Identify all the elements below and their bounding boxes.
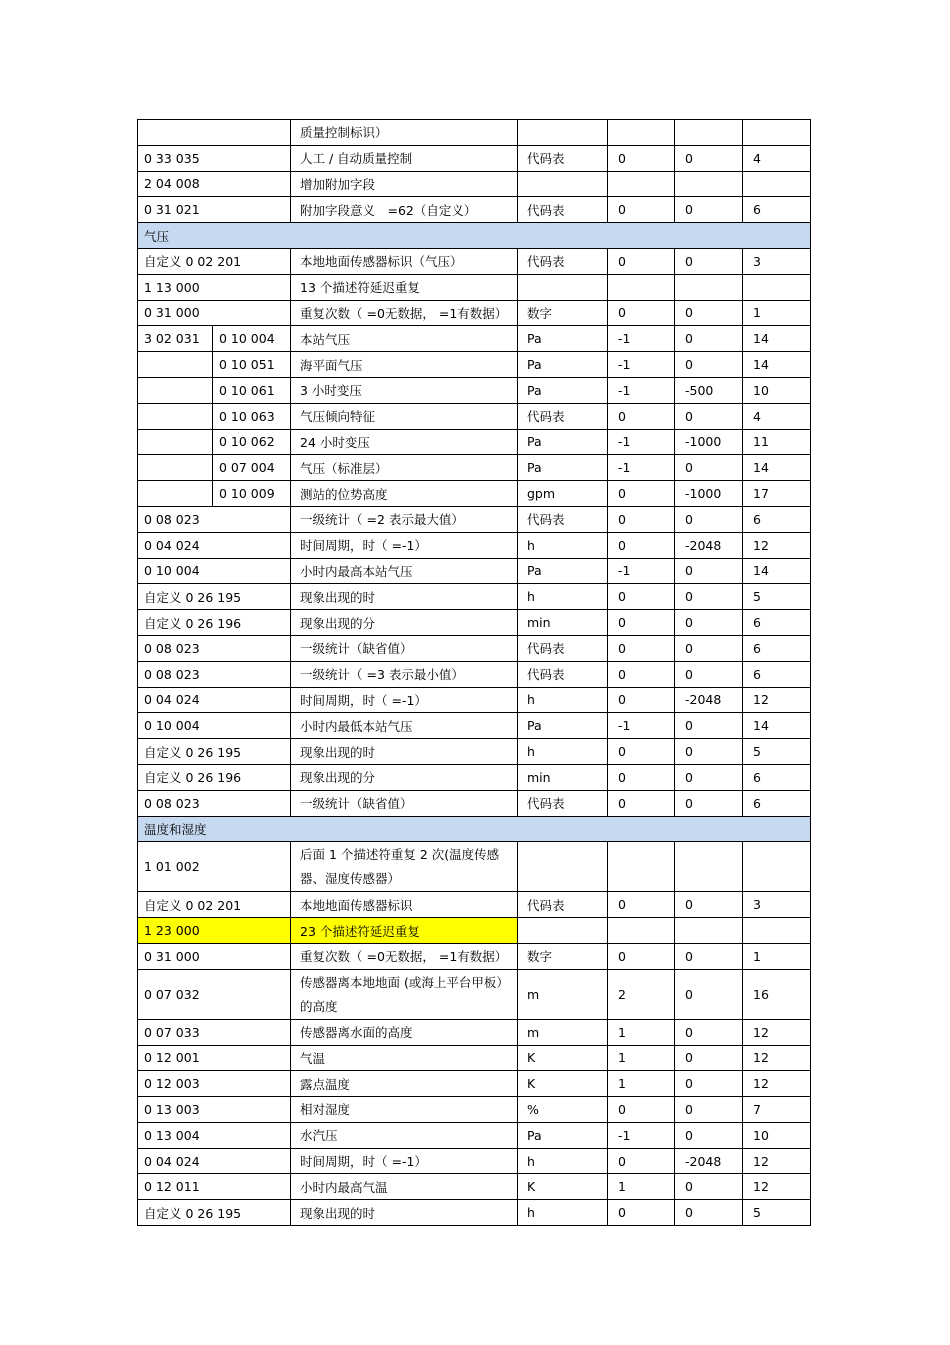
table-row: [138, 120, 811, 146]
width-cell: 12: [743, 1148, 811, 1174]
descriptor-table-body: [138, 120, 811, 1226]
section-row: [138, 816, 811, 842]
width-cell: 3: [743, 248, 811, 274]
width-cell: 16: [743, 969, 811, 1019]
description-cell: 气压（标准层）: [291, 455, 518, 481]
table-row: [138, 481, 811, 507]
description-cell: 小时内最低本站气压: [291, 713, 518, 739]
unit-cell: min: [518, 764, 608, 790]
scale-cell: 0: [608, 532, 675, 558]
unit-cell: 代码表: [518, 248, 608, 274]
group-code-cell: [138, 481, 213, 507]
description-cell: 人工 / 自动质量控制: [291, 145, 518, 171]
unit-cell: [518, 842, 608, 892]
unit-cell: h: [518, 584, 608, 610]
reference-cell: 0: [675, 1045, 743, 1071]
reference-cell: 0: [675, 300, 743, 326]
code-cell: 0 07 004: [213, 455, 291, 481]
unit-cell: 代码表: [518, 197, 608, 223]
width-cell: 5: [743, 1200, 811, 1226]
reference-cell: 0: [675, 506, 743, 532]
width-cell: 12: [743, 1045, 811, 1071]
width-cell: 14: [743, 326, 811, 352]
reference-cell: 0: [675, 635, 743, 661]
code-cell: 0 10 004: [213, 326, 291, 352]
reference-cell: 0: [675, 1122, 743, 1148]
group-code-cell: [138, 352, 213, 378]
reference-cell: 0: [675, 455, 743, 481]
description-cell: 海平面气压: [291, 352, 518, 378]
table-row: [138, 842, 811, 892]
code-cell: 0 12 011: [138, 1174, 291, 1200]
group-code-cell: [138, 377, 213, 403]
scale-cell: 0: [608, 610, 675, 636]
table-row: [138, 610, 811, 636]
description-cell: 一级统计（ =2 表示最大值）: [291, 506, 518, 532]
width-cell: 6: [743, 764, 811, 790]
reference-cell: [675, 274, 743, 300]
unit-cell: 代码表: [518, 892, 608, 918]
reference-cell: 0: [675, 352, 743, 378]
reference-cell: 0: [675, 739, 743, 765]
table-row: [138, 1097, 811, 1123]
table-row: [138, 403, 811, 429]
code-cell: 0 10 062: [213, 429, 291, 455]
code-cell: 自定义 0 26 195: [138, 739, 291, 765]
code-cell: 0 08 023: [138, 635, 291, 661]
width-cell: 6: [743, 661, 811, 687]
description-cell: 相对湿度: [291, 1097, 518, 1123]
reference-cell: 0: [675, 892, 743, 918]
reference-cell: [675, 171, 743, 197]
table-row: [138, 352, 811, 378]
scale-cell: 0: [608, 1148, 675, 1174]
table-row: [138, 558, 811, 584]
unit-cell: Pa: [518, 558, 608, 584]
unit-cell: Pa: [518, 1122, 608, 1148]
code-cell: 0 10 061: [213, 377, 291, 403]
width-cell: 14: [743, 558, 811, 584]
description-cell: 一级统计（缺省值）: [291, 790, 518, 816]
code-cell: 0 04 024: [138, 1148, 291, 1174]
table-row: [138, 377, 811, 403]
table-row: [138, 918, 811, 944]
width-cell: 12: [743, 532, 811, 558]
unit-cell: 代码表: [518, 661, 608, 687]
unit-cell: m: [518, 969, 608, 1019]
scale-cell: -1: [608, 429, 675, 455]
description-cell: 质量控制标识）: [291, 120, 518, 146]
table-row: [138, 429, 811, 455]
width-cell: 17: [743, 481, 811, 507]
unit-cell: [518, 918, 608, 944]
scale-cell: -1: [608, 377, 675, 403]
unit-cell: 数字: [518, 943, 608, 969]
description-cell: 13 个描述符延迟重复: [291, 274, 518, 300]
scale-cell: 0: [608, 635, 675, 661]
code-cell: 1 13 000: [138, 274, 291, 300]
code-cell: 自定义 0 26 196: [138, 610, 291, 636]
width-cell: [743, 918, 811, 944]
scale-cell: -1: [608, 713, 675, 739]
scale-cell: 0: [608, 661, 675, 687]
code-cell: 0 10 051: [213, 352, 291, 378]
table-row: [138, 764, 811, 790]
description-cell: 小时内最高气温: [291, 1174, 518, 1200]
scale-cell: 0: [608, 145, 675, 171]
reference-cell: 0: [675, 764, 743, 790]
description-cell: 一级统计（ =3 表示最小值）: [291, 661, 518, 687]
reference-cell: 0: [675, 1200, 743, 1226]
unit-cell: [518, 120, 608, 146]
width-cell: 12: [743, 1174, 811, 1200]
scale-cell: 0: [608, 248, 675, 274]
table-row: [138, 1174, 811, 1200]
table-row: [138, 1071, 811, 1097]
width-cell: [743, 120, 811, 146]
unit-cell: 数字: [518, 300, 608, 326]
section-title: 温度和湿度: [138, 816, 811, 842]
scale-cell: 0: [608, 197, 675, 223]
code-cell: 1 23 000: [138, 918, 291, 944]
table-row: [138, 532, 811, 558]
width-cell: 6: [743, 610, 811, 636]
description-cell: 本地地面传感器标识（气压）: [291, 248, 518, 274]
description-cell: 重复次数（ =0无数据， =1有数据）: [291, 300, 518, 326]
description-cell: 测站的位势高度: [291, 481, 518, 507]
code-cell: 自定义 0 26 195: [138, 584, 291, 610]
reference-cell: 0: [675, 610, 743, 636]
reference-cell: -2048: [675, 687, 743, 713]
table-row: [138, 687, 811, 713]
table-row: [138, 1019, 811, 1045]
code-cell: 自定义 0 26 195: [138, 1200, 291, 1226]
table-row: [138, 248, 811, 274]
code-cell: 0 33 035: [138, 145, 291, 171]
description-cell: 时间周期，时（ =-1）: [291, 687, 518, 713]
unit-cell: Pa: [518, 713, 608, 739]
reference-cell: -500: [675, 377, 743, 403]
code-cell: 0 07 033: [138, 1019, 291, 1045]
group-code-cell: [138, 429, 213, 455]
unit-cell: 代码表: [518, 790, 608, 816]
width-cell: 6: [743, 506, 811, 532]
unit-cell: [518, 274, 608, 300]
unit-cell: Pa: [518, 429, 608, 455]
description-cell: 23 个描述符延迟重复: [291, 918, 518, 944]
width-cell: 5: [743, 584, 811, 610]
width-cell: 10: [743, 377, 811, 403]
reference-cell: 0: [675, 1174, 743, 1200]
scale-cell: -1: [608, 455, 675, 481]
width-cell: 1: [743, 300, 811, 326]
width-cell: 11: [743, 429, 811, 455]
code-cell: 0 31 021: [138, 197, 291, 223]
description-cell: 时间周期，时（ =-1）: [291, 532, 518, 558]
scale-cell: 1: [608, 1071, 675, 1097]
table-row: [138, 1148, 811, 1174]
scale-cell: 0: [608, 739, 675, 765]
table-row: [138, 584, 811, 610]
width-cell: 1: [743, 943, 811, 969]
description-cell: 一级统计（缺省值）: [291, 635, 518, 661]
group-code-cell: [138, 455, 213, 481]
width-cell: 5: [743, 739, 811, 765]
scale-cell: 1: [608, 1019, 675, 1045]
reference-cell: [675, 842, 743, 892]
reference-cell: 0: [675, 1019, 743, 1045]
reference-cell: -1000: [675, 481, 743, 507]
code-cell: 自定义 0 02 201: [138, 892, 291, 918]
scale-cell: [608, 918, 675, 944]
reference-cell: 0: [675, 1097, 743, 1123]
scale-cell: 0: [608, 943, 675, 969]
description-cell: 3 小时变压: [291, 377, 518, 403]
reference-cell: 0: [675, 943, 743, 969]
unit-cell: h: [518, 687, 608, 713]
reference-cell: 0: [675, 248, 743, 274]
code-cell: 0 13 004: [138, 1122, 291, 1148]
scale-cell: 1: [608, 1174, 675, 1200]
reference-cell: -1000: [675, 429, 743, 455]
table-row: [138, 326, 811, 352]
table-row: [138, 300, 811, 326]
table-row: [138, 943, 811, 969]
unit-cell: 代码表: [518, 635, 608, 661]
unit-cell: Pa: [518, 326, 608, 352]
table-row: [138, 145, 811, 171]
group-code-cell: 3 02 031: [138, 326, 213, 352]
description-cell: 现象出现的分: [291, 764, 518, 790]
reference-cell: [675, 918, 743, 944]
reference-cell: [675, 120, 743, 146]
scale-cell: -1: [608, 352, 675, 378]
code-cell: 2 04 008: [138, 171, 291, 197]
scale-cell: 0: [608, 481, 675, 507]
reference-cell: 0: [675, 403, 743, 429]
scale-cell: 0: [608, 790, 675, 816]
scale-cell: 0: [608, 764, 675, 790]
reference-cell: 0: [675, 790, 743, 816]
code-cell: 0 10 063: [213, 403, 291, 429]
code-cell: 0 08 023: [138, 506, 291, 532]
table-row: [138, 171, 811, 197]
width-cell: 6: [743, 790, 811, 816]
table-row: [138, 1200, 811, 1226]
width-cell: 6: [743, 635, 811, 661]
description-cell: 现象出现的时: [291, 1200, 518, 1226]
scale-cell: 0: [608, 584, 675, 610]
width-cell: 4: [743, 403, 811, 429]
unit-cell: h: [518, 739, 608, 765]
width-cell: 14: [743, 455, 811, 481]
code-cell: 自定义 0 02 201: [138, 248, 291, 274]
table-row: [138, 506, 811, 532]
description-cell: 水汽压: [291, 1122, 518, 1148]
description-cell: 传感器离本地地面 (或海上平台甲板）的高度: [291, 969, 518, 1019]
unit-cell: K: [518, 1045, 608, 1071]
description-cell: 附加字段意义 =62（自定义）: [291, 197, 518, 223]
table-row: [138, 455, 811, 481]
unit-cell: K: [518, 1071, 608, 1097]
unit-cell: h: [518, 1200, 608, 1226]
table-row: [138, 635, 811, 661]
code-cell: 0 12 003: [138, 1071, 291, 1097]
table-row: [138, 1045, 811, 1071]
descriptor-table: [137, 119, 811, 1226]
scale-cell: 0: [608, 892, 675, 918]
unit-cell: 代码表: [518, 403, 608, 429]
width-cell: 14: [743, 352, 811, 378]
description-cell: 重复次数（ =0无数据， =1有数据）: [291, 943, 518, 969]
width-cell: 7: [743, 1097, 811, 1123]
unit-cell: gpm: [518, 481, 608, 507]
reference-cell: 0: [675, 145, 743, 171]
description-cell: 24 小时变压: [291, 429, 518, 455]
description-cell: 气温: [291, 1045, 518, 1071]
table-row: [138, 790, 811, 816]
width-cell: 12: [743, 687, 811, 713]
code-cell: 0 10 004: [138, 558, 291, 584]
scale-cell: -1: [608, 326, 675, 352]
width-cell: [743, 171, 811, 197]
scale-cell: 0: [608, 687, 675, 713]
reference-cell: -2048: [675, 532, 743, 558]
code-cell: 0 04 024: [138, 532, 291, 558]
scale-cell: -1: [608, 1122, 675, 1148]
unit-cell: Pa: [518, 455, 608, 481]
description-cell: 露点温度: [291, 1071, 518, 1097]
width-cell: 10: [743, 1122, 811, 1148]
scale-cell: [608, 120, 675, 146]
scale-cell: [608, 171, 675, 197]
unit-cell: 代码表: [518, 145, 608, 171]
description-cell: 现象出现的分: [291, 610, 518, 636]
code-cell: 0 10 004: [138, 713, 291, 739]
group-code-cell: [138, 403, 213, 429]
scale-cell: 0: [608, 1200, 675, 1226]
reference-cell: -2048: [675, 1148, 743, 1174]
scale-cell: [608, 274, 675, 300]
code-cell: 0 07 032: [138, 969, 291, 1019]
reference-cell: 0: [675, 584, 743, 610]
code-cell: 0 10 009: [213, 481, 291, 507]
description-cell: 后面 1 个描述符重复 2 次(温度传感器、湿度传感器）: [291, 842, 518, 892]
description-cell: 本站气压: [291, 326, 518, 352]
code-cell: 0 31 000: [138, 943, 291, 969]
description-cell: 气压倾向特征: [291, 403, 518, 429]
table-row: [138, 969, 811, 1019]
table-row: [138, 197, 811, 223]
section-title: 气压: [138, 223, 811, 249]
reference-cell: 0: [675, 713, 743, 739]
scale-cell: -1: [608, 558, 675, 584]
unit-cell: Pa: [518, 377, 608, 403]
code-cell: 0 12 001: [138, 1045, 291, 1071]
description-cell: 时间周期，时（ =-1）: [291, 1148, 518, 1174]
scale-cell: 0: [608, 403, 675, 429]
code-cell: 0 31 000: [138, 300, 291, 326]
scale-cell: 0: [608, 1097, 675, 1123]
code-cell: [138, 120, 291, 146]
reference-cell: 0: [675, 1071, 743, 1097]
code-cell: 0 08 023: [138, 661, 291, 687]
unit-cell: h: [518, 532, 608, 558]
reference-cell: 0: [675, 661, 743, 687]
table-row: [138, 713, 811, 739]
description-cell: 小时内最高本站气压: [291, 558, 518, 584]
unit-cell: min: [518, 610, 608, 636]
description-cell: 现象出现的时: [291, 584, 518, 610]
unit-cell: m: [518, 1019, 608, 1045]
width-cell: 14: [743, 713, 811, 739]
table-row: [138, 1122, 811, 1148]
width-cell: 12: [743, 1019, 811, 1045]
unit-cell: Pa: [518, 352, 608, 378]
reference-cell: 0: [675, 197, 743, 223]
scale-cell: 1: [608, 1045, 675, 1071]
table-row: [138, 892, 811, 918]
code-cell: 1 01 002: [138, 842, 291, 892]
description-cell: 现象出现的时: [291, 739, 518, 765]
scale-cell: 0: [608, 506, 675, 532]
code-cell: 0 13 003: [138, 1097, 291, 1123]
table-row: [138, 274, 811, 300]
description-cell: 传感器离水面的高度: [291, 1019, 518, 1045]
unit-cell: h: [518, 1148, 608, 1174]
section-row: [138, 223, 811, 249]
reference-cell: 0: [675, 326, 743, 352]
width-cell: 12: [743, 1071, 811, 1097]
scale-cell: 0: [608, 300, 675, 326]
code-cell: 0 04 024: [138, 687, 291, 713]
unit-cell: [518, 171, 608, 197]
unit-cell: 代码表: [518, 506, 608, 532]
table-row: [138, 739, 811, 765]
scale-cell: [608, 842, 675, 892]
unit-cell: %: [518, 1097, 608, 1123]
width-cell: [743, 274, 811, 300]
width-cell: 4: [743, 145, 811, 171]
reference-cell: 0: [675, 558, 743, 584]
width-cell: 3: [743, 892, 811, 918]
code-cell: 自定义 0 26 196: [138, 764, 291, 790]
unit-cell: K: [518, 1174, 608, 1200]
scale-cell: 2: [608, 969, 675, 1019]
table-row: [138, 661, 811, 687]
width-cell: [743, 842, 811, 892]
description-cell: 本地地面传感器标识: [291, 892, 518, 918]
reference-cell: 0: [675, 969, 743, 1019]
description-cell: 增加附加字段: [291, 171, 518, 197]
code-cell: 0 08 023: [138, 790, 291, 816]
width-cell: 6: [743, 197, 811, 223]
